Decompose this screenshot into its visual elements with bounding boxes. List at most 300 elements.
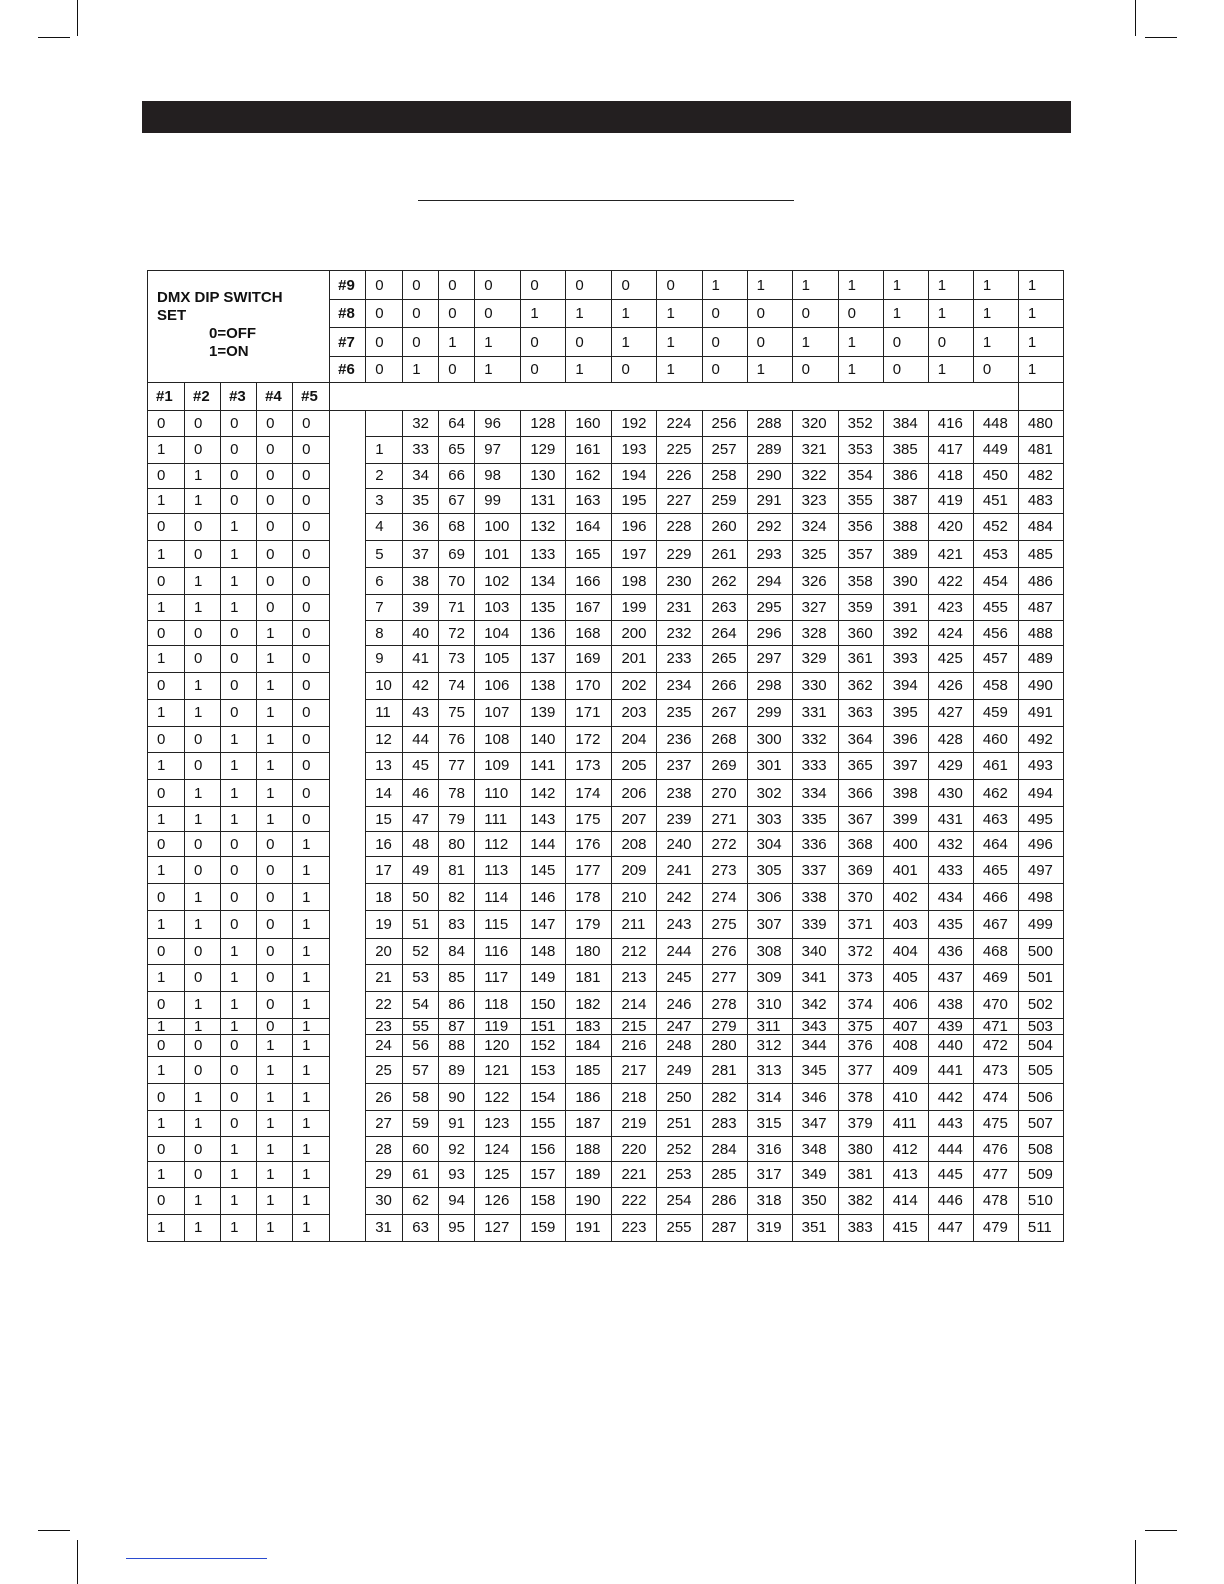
switch-state: 0 [257, 1018, 293, 1034]
dmx-address: 434 [928, 884, 973, 911]
dmx-address: 64 [439, 410, 475, 436]
switch-value: 1 [1018, 300, 1063, 328]
dmx-address: 367 [838, 807, 883, 832]
dmx-address: 229 [657, 541, 702, 568]
table-row [148, 672, 1064, 699]
dmx-address: 179 [566, 911, 612, 938]
dmx-address: 221 [612, 1162, 657, 1187]
switch-state: 0 [221, 1084, 257, 1111]
dmx-address: 84 [439, 938, 475, 964]
switch-state: 0 [148, 884, 185, 911]
table-row [148, 621, 1064, 646]
dmx-address: 283 [702, 1111, 747, 1137]
dmx-address: 270 [702, 779, 747, 806]
dmx-address: 337 [792, 857, 838, 884]
dmx-address: 308 [747, 938, 792, 964]
dmx-address: 73 [439, 646, 475, 672]
switch-state: 0 [221, 857, 257, 884]
dmx-address: 58 [403, 1084, 439, 1111]
switch-state: 1 [257, 1111, 293, 1137]
switch-state: 0 [185, 1057, 221, 1084]
dmx-address: 112 [475, 832, 521, 857]
dmx-address: 140 [521, 726, 566, 752]
switch-state: 1 [185, 595, 221, 621]
switch-state: 0 [148, 991, 185, 1018]
dmx-address: 423 [928, 595, 973, 621]
dmx-address: 452 [973, 513, 1018, 540]
switch-value: 0 [439, 300, 475, 328]
dmx-address: 156 [521, 1137, 566, 1162]
switch-state: 1 [257, 1057, 293, 1084]
dmx-address: 353 [838, 436, 883, 463]
dmx-address: 242 [657, 884, 702, 911]
dmx-address: 222 [612, 1187, 657, 1214]
dmx-address: 76 [439, 726, 475, 752]
dmx-address: 327 [792, 595, 838, 621]
dmx-address: 495 [1018, 807, 1063, 832]
switch-state: 0 [293, 410, 330, 436]
dmx-address: 61 [403, 1162, 439, 1187]
dmx-address: 122 [475, 1084, 521, 1111]
dmx-address: 406 [883, 991, 928, 1018]
switch-state: 0 [148, 1034, 185, 1056]
dmx-address: 89 [439, 1057, 475, 1084]
dmx-address: 46 [403, 779, 439, 806]
dmx-address: 75 [439, 699, 475, 726]
dmx-address: 231 [657, 595, 702, 621]
switch-value: 0 [702, 300, 747, 328]
dmx-address: 282 [702, 1084, 747, 1111]
dmx-address: 243 [657, 911, 702, 938]
switch-state: 0 [257, 595, 293, 621]
switch-state: 0 [221, 672, 257, 699]
dmx-address: 146 [521, 884, 566, 911]
dmx-address: 445 [928, 1162, 973, 1187]
dmx-address: 422 [928, 568, 973, 595]
switch-state: 1 [221, 1214, 257, 1241]
dmx-address: 509 [1018, 1162, 1063, 1187]
dmx-address: 299 [747, 699, 792, 726]
dmx-address: 60 [403, 1137, 439, 1162]
dmx-address: 431 [928, 807, 973, 832]
dmx-address: 263 [702, 595, 747, 621]
dmx-address: 435 [928, 911, 973, 938]
switch-state: 0 [148, 672, 185, 699]
table-row [148, 1034, 1064, 1056]
dmx-address: 360 [838, 621, 883, 646]
dmx-address: 437 [928, 964, 973, 991]
dmx-address: 107 [475, 699, 521, 726]
dmx-address: 261 [702, 541, 747, 568]
dmx-address: 86 [439, 991, 475, 1018]
dmx-address: 42 [403, 672, 439, 699]
switch-value: 1 [657, 300, 702, 328]
dmx-address: 87 [439, 1018, 475, 1034]
dmx-address: 128 [521, 410, 566, 436]
switch-value: 0 [366, 328, 403, 357]
switch-state: 0 [148, 463, 185, 488]
dmx-address: 470 [973, 991, 1018, 1018]
dmx-address: 148 [521, 938, 566, 964]
table-row [148, 1187, 1064, 1214]
dmx-address: 151 [521, 1018, 566, 1034]
dmx-address: 56 [403, 1034, 439, 1056]
dmx-address: 203 [612, 699, 657, 726]
dmx-address: 395 [883, 699, 928, 726]
dmx-address: 312 [747, 1034, 792, 1056]
dmx-address: 213 [612, 964, 657, 991]
dmx-address: 499 [1018, 911, 1063, 938]
dmx-address: 417 [928, 436, 973, 463]
switch-state: 0 [185, 436, 221, 463]
dmx-address: 295 [747, 595, 792, 621]
switch-state: 0 [293, 646, 330, 672]
dmx-address: 226 [657, 463, 702, 488]
dmx-address: 359 [838, 595, 883, 621]
dmx-address: 448 [973, 410, 1018, 436]
switch-state: 1 [293, 1084, 330, 1111]
header-blank [330, 383, 1019, 410]
table-row [148, 807, 1064, 832]
dmx-address: 461 [973, 752, 1018, 779]
dmx-address: 145 [521, 857, 566, 884]
switch-state: 0 [293, 621, 330, 646]
dmx-address: 138 [521, 672, 566, 699]
dmx-address: 400 [883, 832, 928, 857]
switch-state: 1 [148, 911, 185, 938]
dmx-address: 19 [366, 911, 403, 938]
dmx-address: 401 [883, 857, 928, 884]
dmx-address: 188 [566, 1137, 612, 1162]
switch-state: 1 [221, 752, 257, 779]
dmx-address: 198 [612, 568, 657, 595]
switch-state: 0 [185, 726, 221, 752]
dmx-address: 21 [366, 964, 403, 991]
dmx-address: 466 [973, 884, 1018, 911]
dmx-address: 266 [702, 672, 747, 699]
dmx-address: 370 [838, 884, 883, 911]
switch-state: 1 [185, 568, 221, 595]
switch-state: 0 [221, 884, 257, 911]
dmx-dip-switch-table [147, 270, 1064, 1242]
switch-state: 0 [185, 646, 221, 672]
dmx-address: 35 [403, 488, 439, 513]
switch-state: 1 [148, 807, 185, 832]
dmx-address: 396 [883, 726, 928, 752]
dmx-address: 214 [612, 991, 657, 1018]
dmx-address: 177 [566, 857, 612, 884]
dmx-address: 129 [521, 436, 566, 463]
dmx-address: 447 [928, 1214, 973, 1241]
dmx-address: 508 [1018, 1137, 1063, 1162]
dmx-address: 63 [403, 1214, 439, 1241]
dmx-address: 463 [973, 807, 1018, 832]
switch-state: 0 [221, 1111, 257, 1137]
dmx-address: 237 [657, 752, 702, 779]
dmx-address: 17 [366, 857, 403, 884]
switch-state: 0 [221, 621, 257, 646]
dmx-address: 143 [521, 807, 566, 832]
switch-state: 1 [257, 1162, 293, 1187]
switch-value: 0 [366, 357, 403, 383]
switch-state: 0 [148, 410, 185, 436]
dmx-address: 165 [566, 541, 612, 568]
dmx-address: 486 [1018, 568, 1063, 595]
dmx-address: 48 [403, 832, 439, 857]
dmx-address: 271 [702, 807, 747, 832]
dmx-address: 298 [747, 672, 792, 699]
switch-state: 0 [148, 779, 185, 806]
footer-link-underline [126, 1558, 267, 1559]
switch-value: 0 [521, 271, 566, 300]
dmx-address: 460 [973, 726, 1018, 752]
switch-state: 1 [257, 621, 293, 646]
dmx-address: 468 [973, 938, 1018, 964]
dmx-address: 230 [657, 568, 702, 595]
dmx-address: 102 [475, 568, 521, 595]
dmx-address: 232 [657, 621, 702, 646]
dmx-address: 119 [475, 1018, 521, 1034]
dmx-address: 503 [1018, 1018, 1063, 1034]
switch-state: 1 [148, 1214, 185, 1241]
title-underline [418, 200, 794, 201]
dmx-address: 45 [403, 752, 439, 779]
dmx-address: 106 [475, 672, 521, 699]
switch-value: 1 [521, 300, 566, 328]
switch-value: 0 [928, 328, 973, 357]
switch-state: 1 [293, 1214, 330, 1241]
switch-value: 1 [403, 357, 439, 383]
dmx-address: 459 [973, 699, 1018, 726]
switch-state: 1 [221, 513, 257, 540]
dmx-address: 62 [403, 1187, 439, 1214]
switch-state: 0 [148, 832, 185, 857]
switch-state: 0 [293, 595, 330, 621]
dmx-address: 80 [439, 832, 475, 857]
dmx-address: 420 [928, 513, 973, 540]
table-row [148, 964, 1064, 991]
switch-state: 1 [257, 1187, 293, 1214]
switch-state: 0 [221, 1057, 257, 1084]
dmx-address: 176 [566, 832, 612, 857]
switch-value: 1 [1018, 328, 1063, 357]
dmx-address: 194 [612, 463, 657, 488]
switch-state: 0 [257, 410, 293, 436]
dmx-address: 408 [883, 1034, 928, 1056]
switch-state: 1 [148, 595, 185, 621]
dmx-address: 30 [366, 1187, 403, 1214]
dmx-address: 206 [612, 779, 657, 806]
dmx-address: 368 [838, 832, 883, 857]
crop-mark [1145, 37, 1177, 38]
dmx-address: 438 [928, 991, 973, 1018]
switch-state: 0 [148, 513, 185, 540]
dmx-address: 184 [566, 1034, 612, 1056]
switch-value: 1 [702, 271, 747, 300]
dmx-address: 322 [792, 463, 838, 488]
table-row [148, 699, 1064, 726]
dmx-address: 254 [657, 1187, 702, 1214]
dmx-address: 265 [702, 646, 747, 672]
switch-state: 1 [221, 964, 257, 991]
switch-state: 1 [148, 699, 185, 726]
switch-state: 1 [257, 1214, 293, 1241]
dmx-address: 218 [612, 1084, 657, 1111]
dmx-address: 444 [928, 1137, 973, 1162]
switch-state: 1 [293, 1111, 330, 1137]
switch-state: 1 [148, 1111, 185, 1137]
dmx-address: 68 [439, 513, 475, 540]
switch-value: 0 [838, 300, 883, 328]
dmx-address: 239 [657, 807, 702, 832]
dmx-address: 325 [792, 541, 838, 568]
dmx-address: 70 [439, 568, 475, 595]
dmx-address: 97 [475, 436, 521, 463]
dmx-address: 227 [657, 488, 702, 513]
dmx-address: 189 [566, 1162, 612, 1187]
dmx-address: 471 [973, 1018, 1018, 1034]
dmx-address: 285 [702, 1162, 747, 1187]
switch-state: 1 [293, 884, 330, 911]
dmx-address: 180 [566, 938, 612, 964]
dmx-address: 457 [973, 646, 1018, 672]
dmx-address: 394 [883, 672, 928, 699]
dmx-address: 332 [792, 726, 838, 752]
dmx-address: 511 [1018, 1214, 1063, 1241]
switch-state: 1 [185, 807, 221, 832]
dmx-address: 34 [403, 463, 439, 488]
crop-mark [77, 1540, 78, 1584]
dmx-address: 294 [747, 568, 792, 595]
dmx-address: 497 [1018, 857, 1063, 884]
dmx-address: 364 [838, 726, 883, 752]
table-row [148, 513, 1064, 540]
dmx-address: 200 [612, 621, 657, 646]
switch-state: 1 [221, 807, 257, 832]
switch-state: 0 [257, 463, 293, 488]
dmx-address: 154 [521, 1084, 566, 1111]
dmx-address: 315 [747, 1111, 792, 1137]
switch-value: 1 [747, 357, 792, 383]
dmx-address: 346 [792, 1084, 838, 1111]
dmx-address: 255 [657, 1214, 702, 1241]
switch-state: 0 [148, 938, 185, 964]
dmx-address: 371 [838, 911, 883, 938]
crop-mark [77, 0, 78, 36]
switch-state: 1 [293, 1162, 330, 1187]
dmx-address: 440 [928, 1034, 973, 1056]
switch-state: 0 [148, 568, 185, 595]
switch-state: 1 [148, 646, 185, 672]
dmx-address: 268 [702, 726, 747, 752]
dmx-address: 94 [439, 1187, 475, 1214]
dmx-address: 228 [657, 513, 702, 540]
table-row [148, 646, 1064, 672]
legend-title: DMX DIP SWITCH [157, 289, 283, 306]
dmx-address: 109 [475, 752, 521, 779]
legend-cell [148, 271, 330, 383]
dmx-address: 37 [403, 541, 439, 568]
table-row [148, 1137, 1064, 1162]
dmx-address: 317 [747, 1162, 792, 1187]
switch-value: 1 [566, 357, 612, 383]
dmx-address: 306 [747, 884, 792, 911]
dmx-address: 267 [702, 699, 747, 726]
switch-state: 1 [221, 595, 257, 621]
dmx-address: 69 [439, 541, 475, 568]
switch-state: 1 [148, 1162, 185, 1187]
dmx-address: 439 [928, 1018, 973, 1034]
table-row [148, 779, 1064, 806]
dmx-address: 429 [928, 752, 973, 779]
dmx-address: 450 [973, 463, 1018, 488]
switch-header: #3 [221, 383, 257, 410]
table-row [148, 1057, 1064, 1084]
dmx-address: 489 [1018, 646, 1063, 672]
switch-state: 0 [257, 857, 293, 884]
switch-value: 1 [973, 328, 1018, 357]
dmx-address: 365 [838, 752, 883, 779]
switch-state: 1 [148, 964, 185, 991]
dmx-address: 199 [612, 595, 657, 621]
dmx-address: 329 [792, 646, 838, 672]
switch-state: 0 [148, 621, 185, 646]
dmx-address: 251 [657, 1111, 702, 1137]
dmx-address: 208 [612, 832, 657, 857]
dmx-address: 52 [403, 938, 439, 964]
dmx-address: 153 [521, 1057, 566, 1084]
switch-value: 1 [883, 300, 928, 328]
dmx-address: 196 [612, 513, 657, 540]
dmx-address: 414 [883, 1187, 928, 1214]
switch-state: 0 [293, 672, 330, 699]
dmx-address: 236 [657, 726, 702, 752]
switch-value: 0 [403, 328, 439, 357]
dmx-address: 418 [928, 463, 973, 488]
dmx-address: 339 [792, 911, 838, 938]
dmx-address: 158 [521, 1187, 566, 1214]
spacer-column [330, 410, 366, 1241]
switch-value: 0 [702, 328, 747, 357]
dmx-address: 92 [439, 1137, 475, 1162]
dmx-address: 415 [883, 1214, 928, 1241]
dmx-address: 421 [928, 541, 973, 568]
dmx-address: 133 [521, 541, 566, 568]
switch-state: 0 [293, 488, 330, 513]
switch-state: 1 [257, 646, 293, 672]
dmx-address: 275 [702, 911, 747, 938]
dmx-address: 449 [973, 436, 1018, 463]
dmx-address: 492 [1018, 726, 1063, 752]
dmx-address: 491 [1018, 699, 1063, 726]
switch-value: 1 [928, 271, 973, 300]
dmx-address: 455 [973, 595, 1018, 621]
switch-state: 0 [185, 1137, 221, 1162]
dmx-address: 164 [566, 513, 612, 540]
crop-mark [1135, 0, 1136, 36]
dmx-address: 219 [612, 1111, 657, 1137]
dmx-address: 307 [747, 911, 792, 938]
switch-state: 0 [293, 807, 330, 832]
dmx-address: 384 [883, 410, 928, 436]
dmx-address: 506 [1018, 1084, 1063, 1111]
switch-state: 1 [185, 1214, 221, 1241]
dmx-address: 419 [928, 488, 973, 513]
switch-value: 0 [657, 271, 702, 300]
dmx-address: 405 [883, 964, 928, 991]
dmx-address: 334 [792, 779, 838, 806]
dmx-address: 291 [747, 488, 792, 513]
